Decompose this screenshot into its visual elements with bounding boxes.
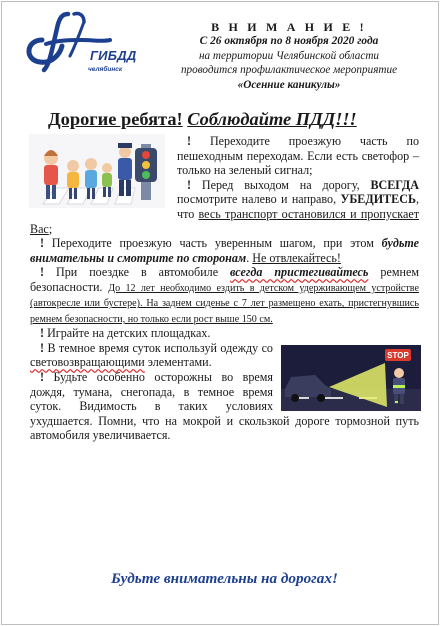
headline-call: Соблюдайте ПДД!!! <box>187 109 357 129</box>
logo-subtitle: челябинск <box>88 66 123 73</box>
crosswalk-illustration <box>29 134 165 208</box>
rule-playgrounds: ! Играйте на детских площадках. <box>40 326 211 341</box>
event-description: проводится профилактическое мероприятие <box>180 64 398 77</box>
rule-crossing: ! Переходите проезжую часть по пешеходным переходам. Если есть светофор – только на зеленый сигнал; <box>177 134 419 178</box>
rule-seat-belt: ! При поездке в автомобиле всегда пристегивайтесь ремнем безопасности. До 12 лет необходимо ездить в детском удерживающем устройстве (автокресле или бустере). На заднем сиденье с 7 лет размещено ехать, пристегнувшись ремнем безопасности, но только если рост выше 150 см. <box>30 265 419 325</box>
night-road-illustration <box>281 345 421 411</box>
rule-look-both-ways: ! Перед выходом на дорогу, ВСЕГДА посмотрите налево и направо, УБЕДИТЕСЬ, что весь транспорт остановился и пропускает Вас; <box>30 177 419 236</box>
gibdd-logo <box>22 10 137 76</box>
rule-reflectors: ! В темное время суток используй одежду со световозвращающими элементами. <box>30 340 273 370</box>
rule-bad-weather: ! Будьте особенно осторожны во время дождя, тумана, снегопада, в темное время суток. Видимость в таких условиях ухудшается. Помни, что на мокрой и скользкой дороге тормозной путь автомобиля увеличивается. <box>30 369 419 443</box>
closing-slogan: Будьте внимательны на дорогах! <box>111 570 338 587</box>
headline-greeting: Дорогие ребята! <box>48 109 183 129</box>
event-dates: С 26 октября по 8 ноября 2020 года <box>199 35 379 48</box>
rules-body <box>30 134 419 443</box>
event-region: на территории Челябинской области <box>198 49 380 62</box>
rule-confident-step: ! Переходите проезжую часть уверенным шагом, при этом будьте внимательны и смотрите по сторонам. Не отвлекайтесь! <box>30 236 419 265</box>
headline <box>48 109 408 130</box>
logo-text: ГИБДД <box>90 48 137 63</box>
announcement-header <box>150 20 428 92</box>
attention-title: В Н И М А Н И Е ! <box>211 20 367 34</box>
stop-sign-text: STOP <box>387 350 409 360</box>
event-name: «Осенние каникулы» <box>237 78 341 91</box>
